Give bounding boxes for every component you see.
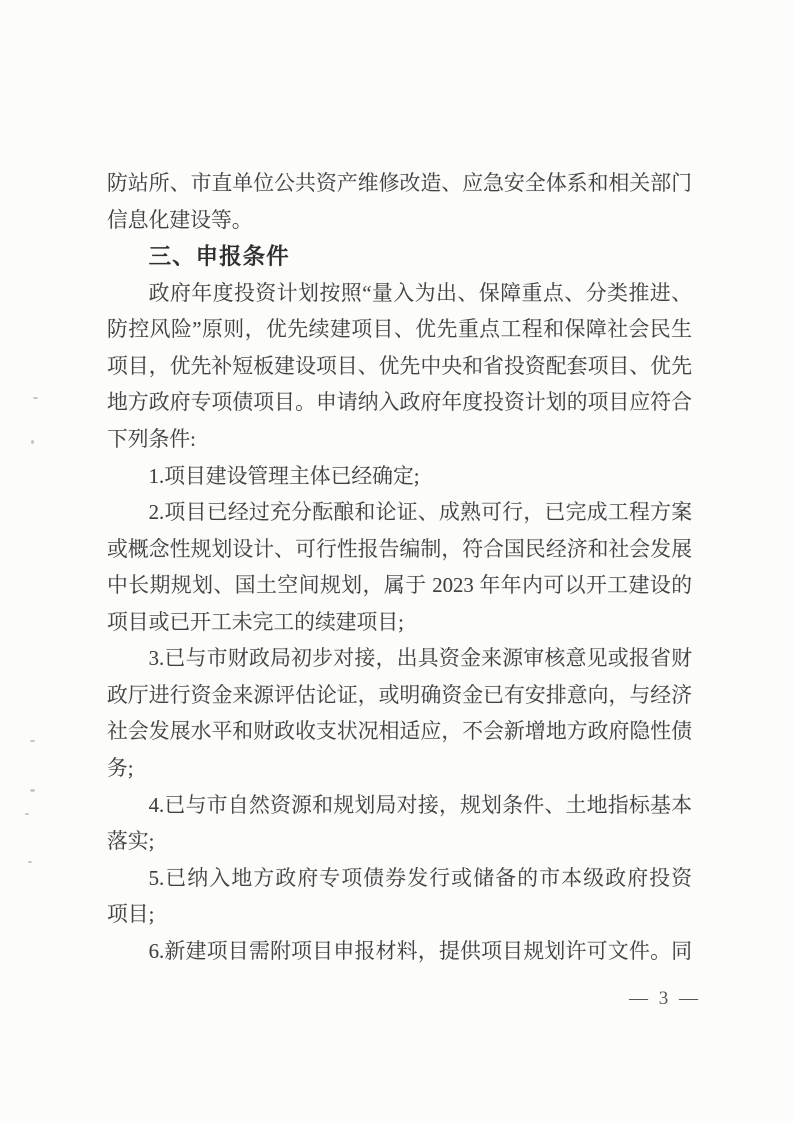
text-line: 或概念性规划设计、可行性报告编制，符合国民经济和社会发展: [107, 537, 692, 561]
text-line: 项目或已开工未完工的续建项目;: [107, 610, 404, 634]
text-line: 政府年度投资计划按照“量入为出、保障重点、分类推进、: [148, 281, 692, 305]
text-line: 信息化建设等。: [107, 208, 253, 232]
text-line: 4.已与市自然资源和规划局对接，规划条件、土地指标基本: [148, 793, 692, 817]
scan-speck: [28, 861, 32, 863]
text-line: 项目，优先补短板建设项目、优先中央和省投资配套项目、优先: [107, 354, 692, 378]
text-line: 防控风险”原则，优先续建项目、优先重点工程和保障社会民生: [107, 318, 692, 342]
text-line: 社会发展水平和财政收支状况相适应，不会新增地方政府隐性债: [107, 720, 692, 744]
text-line: 务;: [107, 757, 134, 780]
scan-speck: [33, 397, 38, 399]
text-line: 6.新建项目需附项目申报材料，提供项目规划许可文件。同: [148, 939, 692, 963]
text-line: 项目;: [107, 903, 155, 927]
text-line: 3.已与市财政局初步对接，出具资金来源审核意见或报省财: [148, 647, 692, 671]
text-line: 下列条件:: [107, 427, 196, 451]
text-line: 5.已纳入地方政府专项债券发行或储备的市本级政府投资: [148, 866, 692, 890]
text-line: 防站所、市直单位公共资产维修改造、应急安全体系和相关部门: [107, 172, 692, 195]
text-line: 地方政府专项债项目。申请纳入政府年度投资计划的项目应符合: [107, 391, 692, 415]
document-body: [107, 166, 692, 970]
scan-speck: [30, 789, 35, 792]
section-heading: 三、申报条件: [148, 244, 290, 270]
page-number: — 3 —: [629, 988, 701, 1009]
text-line: 中长期规划、国土空间规划，属于 2023 年年内可以开工建设的: [107, 574, 692, 598]
scan-speck: [31, 440, 34, 444]
text-line: 1.项目建设管理主体已经确定;: [148, 464, 420, 488]
text-line: 落实;: [107, 830, 155, 854]
text-line: 政厅进行资金来源评估论证，或明确资金已有安排意向，与经济: [107, 683, 692, 707]
scan-speck: [30, 740, 35, 742]
scan-speck: [25, 813, 29, 815]
text-line: 2.项目已经过充分酝酿和论证、成熟可行，已完成工程方案: [148, 501, 692, 525]
